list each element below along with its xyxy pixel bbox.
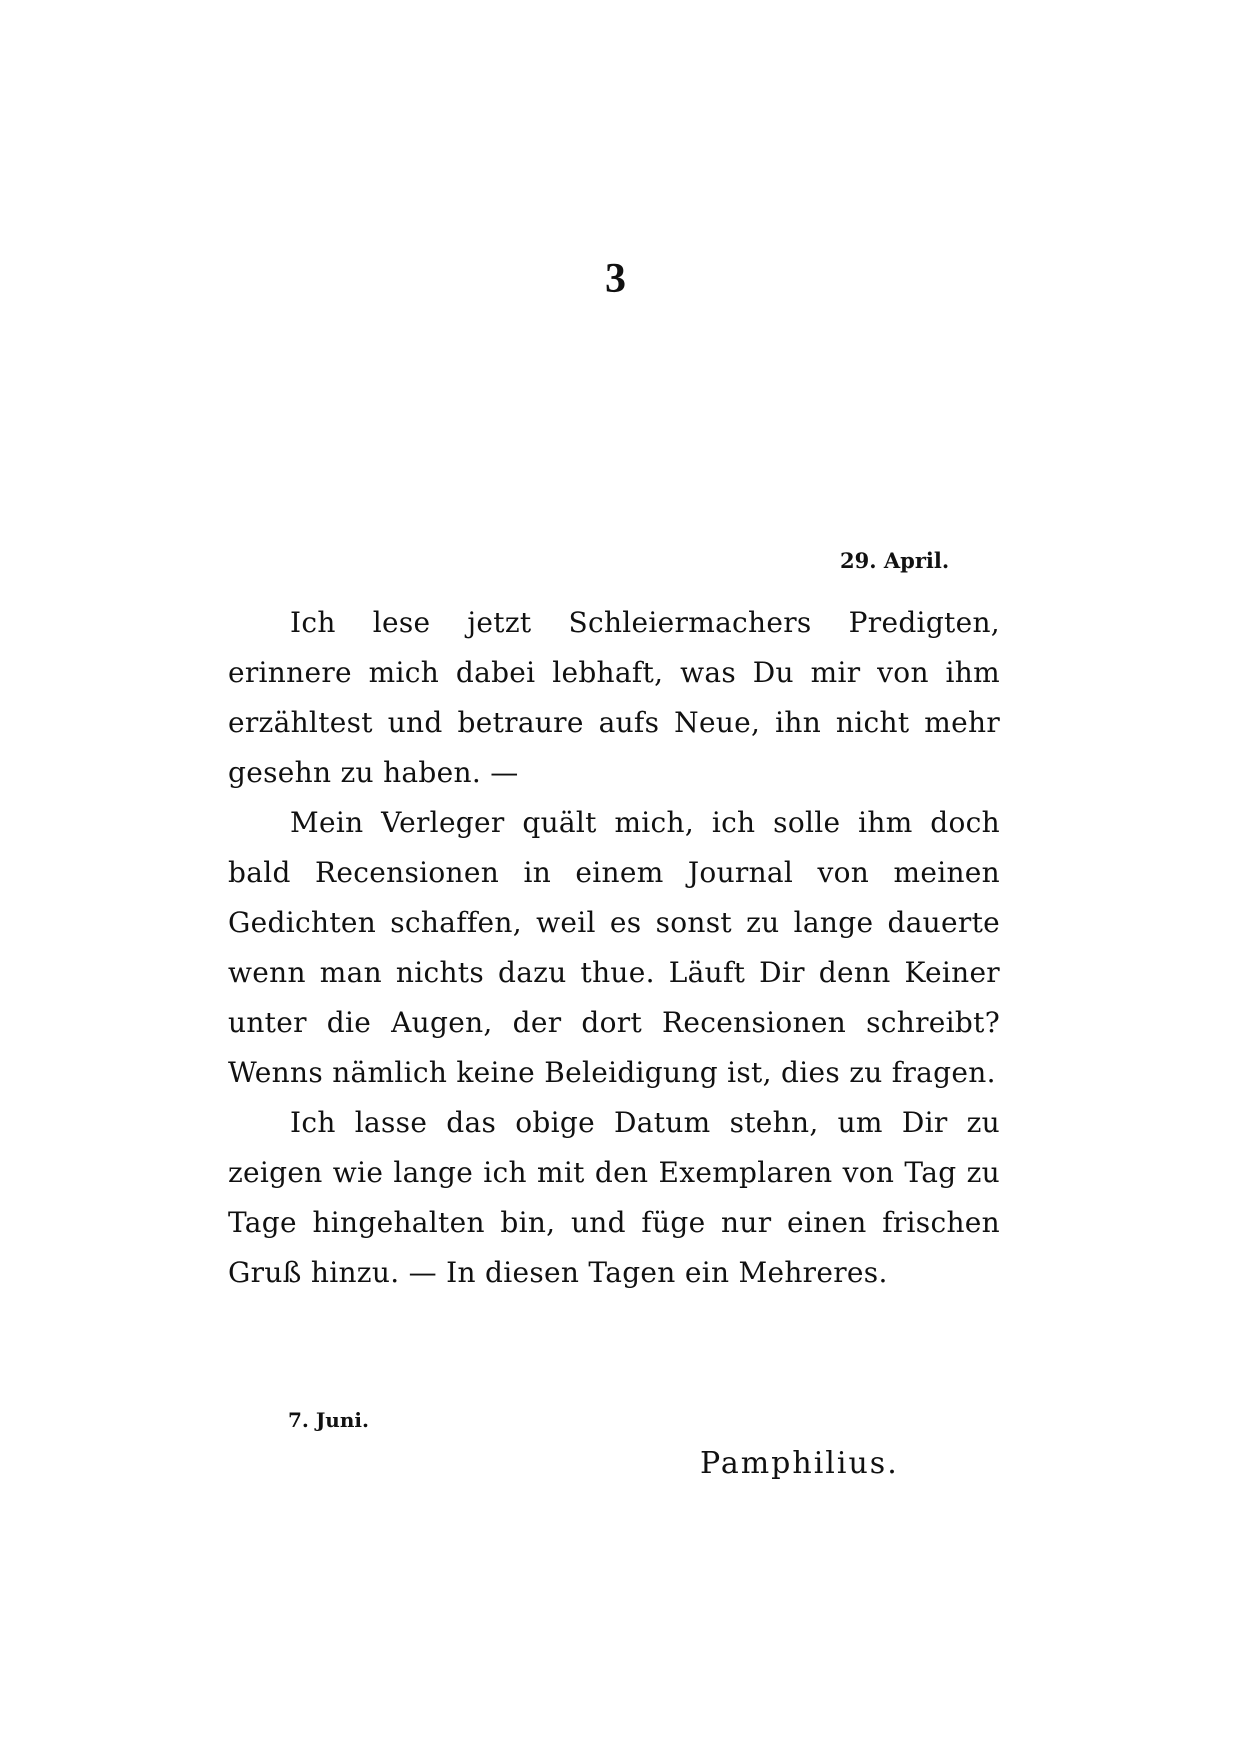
letter-body xyxy=(228,598,1000,1298)
letter-date: 29. April. xyxy=(840,548,950,573)
postscript-date: 7. Juni. xyxy=(288,1408,369,1432)
page-number: 3 xyxy=(605,256,626,302)
paragraph: Mein Verleger quält mich, ich solle ihm doch bald Recensionen in einem Journal von meinen Gedichten schaffen, weil es sonst zu lange dauerte wenn man nichts dazu thue. Läuft Dir denn Keiner unter die Augen, der dort Recensionen schreibt? Wenns nämlich keine Beleidigung ist, dies zu fragen. xyxy=(228,806,1000,1089)
signature: Pamphilius. xyxy=(700,1446,899,1481)
paragraph: Ich lasse das obige Datum stehn, um Dir zu zeigen wie lange ich mit den Exemplaren von Tag zu Tage hingehalten bin, und füge nur einen frischen Gruß hinzu. — In diesen Tagen ein Mehreres. xyxy=(228,1106,1000,1289)
paragraph: Ich lese jetzt Schleiermachers Predigten, erinnere mich dabei lebhaft, was Du mir von ihm erzähltest und betraure aufs Neue, ihn nicht mehr gesehn zu haben. — xyxy=(228,606,1000,789)
